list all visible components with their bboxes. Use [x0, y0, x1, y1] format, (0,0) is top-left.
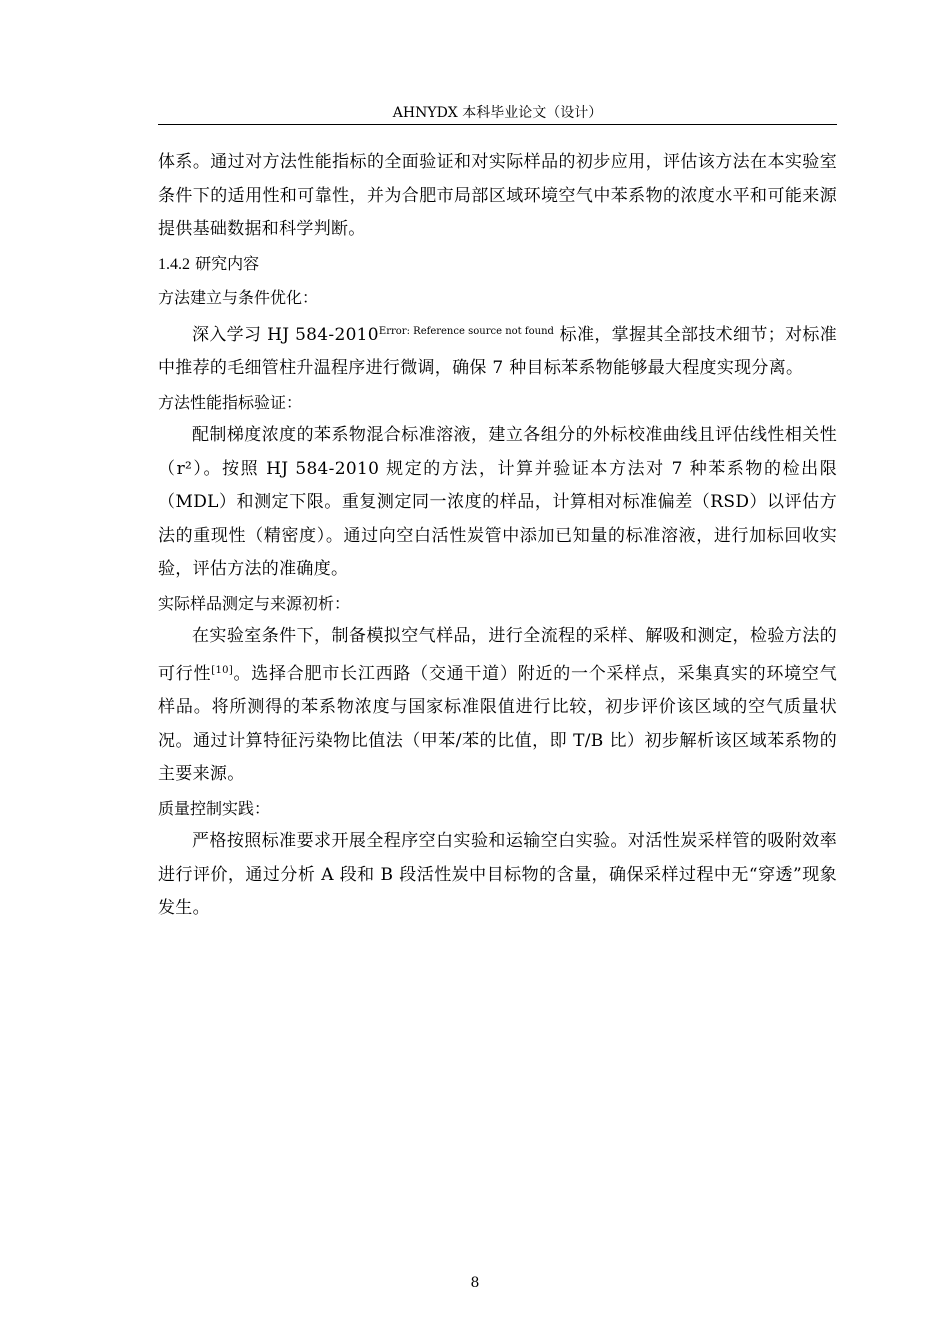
error-reference: Error: Reference source not found — [378, 325, 554, 337]
paragraph-method-text-2: 标准，掌握其全部技术细节；对标准中推荐的毛细管柱升温程序进行微调，确保 7 种目标苯系物能够最大程度实现分离。 — [158, 324, 838, 378]
body-text — [158, 146, 837, 926]
header-rule — [158, 124, 837, 125]
paragraph-method — [158, 315, 837, 386]
running-header: AHNYDX 本科毕业论文（设计） — [392, 105, 603, 121]
paragraph-samples-text: 在实验室条件下，制备模拟空气样品，进行全流程的采样、解吸和测定，检验方法的可行性 — [158, 626, 837, 684]
paragraph-samples — [158, 620, 837, 792]
paragraph-samples-text-2: 。选择合肥市长江西路（交通干道）附近的一个采样点，采集真实的环境空气样品。将所测得的苯系物浓度与国家标准限值进行比较，初步评价该区域的空气质量状况。通过计算特征污染物比值法（甲苯/苯的比值，即 T/B 比）初步解析该区域苯系物的主要来源。 — [158, 663, 837, 784]
section-number: 1.4.2 — [158, 255, 190, 273]
section-title: 研究内容 — [195, 253, 260, 273]
paragraph-method-text: 深入学习 HJ 584-2010 — [192, 324, 379, 345]
subheading-quality: 质量控制实践： — [158, 798, 271, 818]
subheading-method: 方法建立与条件优化： — [158, 288, 319, 307]
paragraph-quality: 严格按照标准要求开展全程序空白实验和运输空白实验。对活性炭采样管的吸附效率进行评价，通过分析 A 段和 B 段活性炭中目标物的含量，确保采样过程中无“穿透”现象发生。 — [158, 831, 837, 918]
subheading-samples: 实际样品测定与来源初析： — [158, 593, 351, 613]
paragraph-validation: 配制梯度浓度的苯系物混合标准溶液，建立各组分的外标校准曲线且评估线性相关性（r²）。按照 HJ 584-2010 规定的方法，计算并验证本方法对 7 种苯系物的检出限（MDL）和测定下限。重复测定同一浓度的样品，计算相对标准偏差（RSD）以评估方法的重现性（精密度）。通过向空白活性炭管中添加已知量的标准溶液，进行加标回收实验，评估方法的准确度。 — [158, 425, 837, 579]
section-heading — [158, 247, 837, 282]
citation: [10] — [211, 664, 234, 676]
page-number: 8 — [470, 1275, 480, 1291]
intro-paragraph: 体系。通过对方法性能指标的全面验证和对实际样品的初步应用，评估该方法在本实验室条件下的适用性和可靠性，并为合肥市局部区域环境空气中苯系物的浓度水平和可能来源提供基础数据和科学判断。 — [158, 152, 837, 239]
subheading-validation: 方法性能指标验证： — [158, 392, 303, 412]
